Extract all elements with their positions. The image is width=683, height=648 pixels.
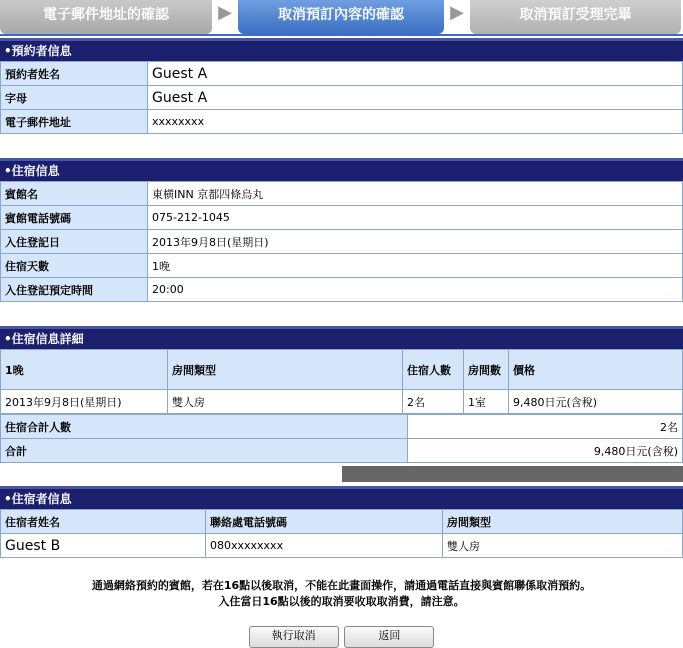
hotel-phone-value: 075-212-1045	[148, 206, 683, 230]
column-header: 1晚	[1, 350, 168, 390]
cancellation-notice	[0, 578, 683, 610]
step-arrow-icon: ▶	[450, 2, 464, 23]
table-row	[1, 390, 683, 414]
section-title: •住宿者信息	[0, 486, 683, 509]
booker-section	[0, 38, 683, 134]
label: 字母	[1, 86, 148, 110]
back-button[interactable]: 返回	[344, 626, 434, 648]
detail-table	[0, 349, 683, 414]
cell: 雙人房	[168, 390, 403, 414]
step-cancel-confirm-active: 取消預訂內容的確認	[238, 0, 444, 34]
booker-email-value: xxxxxxxx	[148, 110, 683, 134]
step-cancel-complete: 取消預訂受理完畢	[470, 0, 681, 34]
booker-name-value: Guest A	[148, 62, 683, 86]
table-row	[1, 62, 683, 86]
guest-table	[0, 509, 683, 558]
nights-value: 1晚	[148, 254, 683, 278]
label: 住宿天數	[1, 254, 148, 278]
label: 入住登記日	[1, 230, 148, 254]
checkin-date-value: 2013年9月8日(星期日)	[148, 230, 683, 254]
total-guests-value: 2名	[408, 415, 683, 439]
cell: 2013年9月8日(星期日)	[1, 390, 168, 414]
total-price-value: 9,480日元(含稅)	[408, 439, 683, 463]
section-title: •住宿信息詳細	[0, 326, 683, 349]
label: 住宿合計人數	[1, 415, 408, 439]
label: 入住登記預定時間	[1, 278, 148, 302]
detail-totals-table	[0, 414, 683, 463]
progress-steps	[0, 0, 683, 34]
guest-section	[0, 486, 683, 558]
cell: 2名	[403, 390, 464, 414]
label: 預約者姓名	[1, 62, 148, 86]
detail-section	[0, 326, 683, 463]
execute-cancel-button[interactable]: 執行取消	[249, 626, 339, 648]
guest-phone-value: 080xxxxxxxx	[206, 534, 443, 558]
notice-line: 入住當日16點以後的取消要收取取消費，請注意。	[218, 595, 465, 608]
table-row	[1, 254, 683, 278]
table-row	[1, 439, 683, 463]
stay-table	[0, 181, 683, 302]
column-header: 住宿人數	[403, 350, 464, 390]
table-header-row	[1, 350, 683, 390]
cell: 9,480日元(含稅)	[509, 390, 683, 414]
step-email-confirm: 電子郵件地址的確認	[0, 0, 212, 34]
column-header: 房間類型	[443, 510, 683, 534]
hotel-name-value: 東横INN 京都四條烏丸	[148, 182, 683, 206]
label: 賓館名	[1, 182, 148, 206]
table-row	[1, 415, 683, 439]
column-header: 房間類型	[168, 350, 403, 390]
guest-room-type-value: 雙人房	[443, 534, 683, 558]
column-header: 聯絡處電話號碼	[206, 510, 443, 534]
section-title: •預約者信息	[0, 38, 683, 61]
checkin-time-value: 20:00	[148, 278, 683, 302]
label: 電子郵件地址	[1, 110, 148, 134]
guest-name-value: Guest B	[1, 534, 206, 558]
label: 賓館電話號碼	[1, 206, 148, 230]
column-header: 價格	[509, 350, 683, 390]
table-row	[1, 182, 683, 206]
column-header: 住宿者姓名	[1, 510, 206, 534]
table-row	[1, 230, 683, 254]
stay-section	[0, 158, 683, 302]
column-header: 房間數	[464, 350, 509, 390]
table-header-row	[1, 510, 683, 534]
cell: 1室	[464, 390, 509, 414]
notice-line: 通過網絡預約的賓館，若在16點以後取消，不能在此畫面操作，請通過電話直接與賓館聯係取消預約。	[91, 579, 592, 592]
divider	[0, 34, 683, 36]
table-row	[1, 534, 683, 558]
step-arrow-icon: ▶	[218, 2, 232, 23]
section-title: •住宿信息	[0, 158, 683, 181]
divider	[342, 466, 683, 482]
table-row	[1, 110, 683, 134]
booker-alphabet-value: Guest A	[148, 86, 683, 110]
table-row	[1, 206, 683, 230]
button-bar	[0, 626, 683, 648]
label: 合計	[1, 439, 408, 463]
table-row	[1, 278, 683, 302]
table-row	[1, 86, 683, 110]
booker-table	[0, 61, 683, 134]
